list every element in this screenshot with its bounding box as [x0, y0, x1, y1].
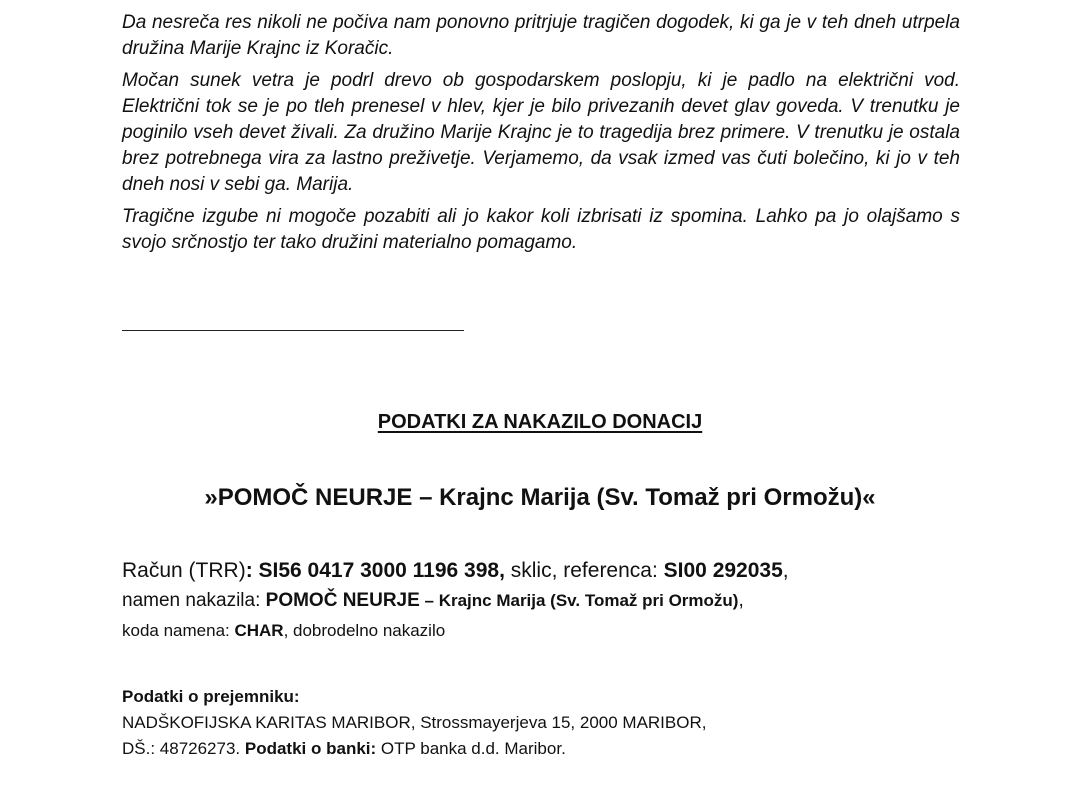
recipient-title: Podatki o prejemniku: [122, 687, 300, 706]
section-heading: PODATKI ZA NAKAZILO DONACIJ [377, 411, 703, 433]
reference-label: sklic, referenca: [504, 559, 664, 582]
account-label: Račun (TRR) [122, 559, 246, 582]
tax-number: DŠ.: 48726273. [122, 739, 245, 758]
payment-details [122, 556, 1022, 646]
recipient-details [122, 684, 1022, 762]
code-line [122, 616, 1022, 646]
purpose-label: namen nakazila: [122, 590, 266, 611]
purpose-main: POMOČ NEURJE [265, 590, 420, 611]
code-description: , dobrodelno nakazilo [283, 621, 446, 640]
code-label: koda namena: [122, 621, 235, 640]
account-colon: : [245, 559, 259, 582]
intro-text [122, 10, 960, 262]
purpose-line [122, 586, 1022, 616]
intro-paragraph-3: Tragične izgube ni mogoče pozabiti ali jo kakor koli izbrisati iz spomina. Lahko pa jo olajšamo s svojo srčnostjo ter tako družini materialno pomagamo. [122, 206, 960, 253]
recipient-tax-bank-line [122, 736, 1022, 762]
code-value: CHAR [234, 621, 284, 640]
intro-paragraph-1: Da nesreča res nikoli ne počiva nam ponovno pritrjuje tragičen dogodek, ki ga je v teh dneh utrpela družina Marije Krajnc iz Koračic. [122, 12, 960, 59]
purpose-rest: – Krajnc Marija (Sv. Tomaž pri Ormožu) [419, 591, 739, 610]
bank-name: OTP banka d.d. Maribor. [376, 739, 566, 758]
purpose-end: , [738, 590, 744, 611]
signature-line [122, 330, 464, 331]
account-number: SI56 0417 3000 1196 398, [258, 559, 505, 582]
reference-end: , [782, 559, 789, 582]
intro-paragraph-2: Močan sunek vetra je podrl drevo ob gospodarskem poslopju, ki je padlo na električni vod. Električni tok se je po tleh prenesel v hlev, kjer je bilo privezanih devet glav goveda. V trenutku je poginilo vseh devet živali. Za družino Marije Krajnc je to tragedija brez primere. V trenutku je ostala brez potrebnega vira za lastno preživetje. Verjamemo, da vsak izmed vas čuti bolečino, ki jo v teh dneh nosi v sebi ga. Marija. [122, 70, 960, 195]
account-line [122, 556, 1022, 586]
campaign-title: »POMOČ NEURJE – Krajnc Marija (Sv. Tomaž pri Ormožu)« [204, 484, 876, 511]
recipient-address: NADŠKOFIJSKA KARITAS MARIBOR, Strossmayerjeva 15, 2000 MARIBOR, [122, 713, 707, 732]
bank-label: Podatki o banki: [244, 739, 377, 758]
reference-number: SI00 292035 [663, 559, 783, 582]
